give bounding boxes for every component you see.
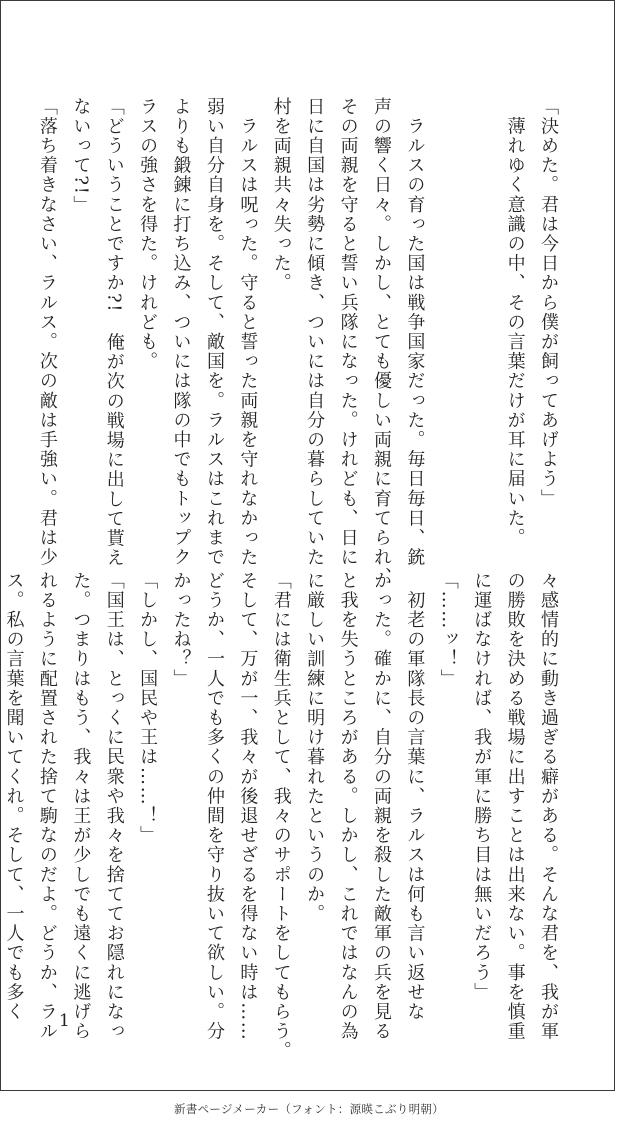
- text-line: その両親を守ると誓い兵隊になった。けれども、日に: [337, 97, 359, 568]
- text-line: 「しかし、国民や王は……！」: [137, 571, 159, 846]
- text-line: そして、万が一、我々が後退せざるを得ない時は……: [237, 571, 259, 1042]
- text-line: 々感情的に動き過ぎる癖がある。そんな君を、我が軍: [538, 571, 559, 1042]
- text-line: ラルスは呪った。守ると誓った両親を守れなかった: [237, 97, 259, 568]
- upper-text-block: [36, 97, 565, 587]
- text-line: 薄れゆく意識の中、その言葉だけが耳に届いた。: [504, 97, 526, 548]
- text-line: ないって?!」: [70, 97, 92, 216]
- text-line: 「……ッ！」: [437, 571, 459, 689]
- text-line: 弱い自分自身を。そして、敵国を。ラルスはこれまで: [203, 97, 225, 568]
- text-line: 「落ち着きなさい、ラルス。次の敵は手強い。君は少: [36, 97, 58, 568]
- text-line: の勝敗を決める戦場に出すことは出来ない。事を慎重: [504, 571, 526, 1042]
- text-line: 「どういうことですか?! 俺が次の戦場に出して貰え: [103, 97, 125, 568]
- text-line: かったね？」: [170, 571, 192, 689]
- text-line: ス。私の言葉を聞いてくれ。そして、一人でも多く: [3, 571, 25, 1022]
- text-line: どうか、一人でも多くの仲間を守り抜いて欲しい。分: [203, 571, 225, 1042]
- text-line: 初老の軍隊長の言葉に、ラルスは何も言い返せな: [404, 571, 426, 1022]
- footer-caption: 新書ページメーカー（フォント：源暎こぶり明朝）: [173, 1102, 445, 1116]
- text-line: と我を失うところがある。しかし、これではなんの為: [337, 571, 359, 1042]
- text-line: ラルスの育った国は戦争国家だった。毎日毎日、銃: [404, 97, 426, 568]
- text-line: に厳しい訓練に明け暮れたというのか。: [304, 571, 326, 924]
- text-line: 「君には衛生兵として、我々のサポートをしてもらう。: [270, 571, 292, 1061]
- text-line: に運ばなければ、我が軍に勝ち目は無いだろう」: [471, 571, 493, 1003]
- page-number: 1: [59, 1011, 70, 1031]
- text-line: よりも鍛錬に打ち込み、ついには隊の中でもトップク: [170, 97, 192, 568]
- text-line: 村を両親共々失った。: [270, 97, 292, 293]
- text-line: ラスの強さを得た。けれども。: [137, 97, 159, 372]
- text-line: 声の響く日々。しかし、とても優しい両親に育てられ、: [370, 97, 392, 587]
- text-line: かった。確かに、自分の両親を殺した敵軍の兵を見る: [370, 571, 392, 1042]
- text-line: れるように配置された捨て駒なのだよ。どうか、ラル: [36, 571, 58, 1042]
- text-line: 「国王は、とっくに民衆や我々を捨ててお隠れになっ: [103, 571, 125, 1042]
- text-line: 「決めた。君は今日から僕が飼ってあげよう」: [538, 97, 559, 509]
- lower-text-block: [3, 571, 565, 1061]
- text-line: 日に自国は劣勢に傾き、ついには自分の暮らしていた: [304, 97, 326, 568]
- text-line: た。つまりはもう、我々は王が少しでも遠くに逃げら: [70, 571, 92, 1042]
